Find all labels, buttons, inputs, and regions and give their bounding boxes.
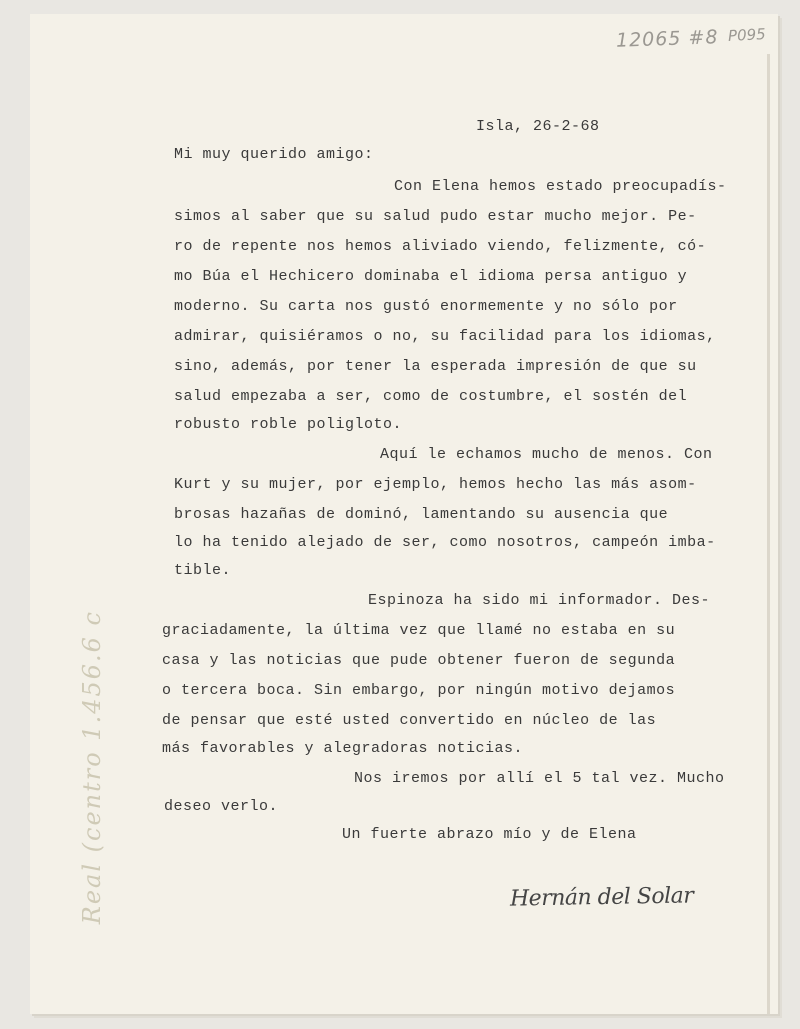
paragraph-3-line: graciadamente, la última vez que llamé no estaba en su [162, 622, 676, 639]
archive-code: P095 [727, 25, 767, 45]
paragraph-3-line: o tercera boca. Sin embargo, por ningún motivo dejamos [162, 682, 676, 699]
paragraph-1-line: simos al saber que su salud pudo estar mucho mejor. Pe- [174, 208, 697, 225]
paragraph-1-line: salud empezaba a ser, como de costumbre, el sostén del [174, 388, 688, 405]
paragraph-2-line: lo ha tenido alejado de ser, como nosotros, campeón imba- [174, 534, 716, 551]
paragraph-2-line: Aquí le echamos mucho de menos. Con [380, 446, 713, 463]
margin-note: Real (centro 1.456.6 c [78, 610, 106, 925]
paragraph-2-line: brosas hazañas de dominó, lamentando su ausencia que [174, 506, 669, 523]
paragraph-1-line: sino, además, por tener la esperada impresión de que su [174, 358, 697, 375]
paragraph-1-line: admirar, quisiéramos o no, su facilidad para los idiomas, [174, 328, 716, 345]
signature: Hernán del Solar [509, 883, 694, 912]
paragraph-2-line: tible. [174, 562, 232, 579]
paragraph-1-line: robusto roble poligloto. [174, 416, 403, 433]
paragraph-1-line: Con Elena hemos estado preocupadís- [394, 178, 727, 195]
paragraph-3-line: de pensar que esté usted convertido en núcleo de las [162, 712, 657, 729]
paragraph-4-line: deseo verlo. [164, 798, 279, 815]
letter-date: Isla, 26-2-68 [476, 118, 600, 135]
paragraph-1-line: ro de repente nos hemos aliviado viendo, felizmente, có- [174, 238, 707, 255]
paragraph-3-line: Espinoza ha sido mi informador. Des- [368, 592, 711, 609]
paragraph-1-line: moderno. Su carta nos gustó enormemente y no sólo por [174, 298, 678, 315]
letter-salutation: Mi muy querido amigo: [174, 146, 374, 163]
page-edge [767, 54, 770, 1014]
archive-number: 12065 #8 [615, 26, 719, 52]
paragraph-1-line: mo Búa el Hechicero dominaba el idioma persa antiguo y [174, 268, 688, 285]
paragraph-3-line: más favorables y alegradoras noticias. [162, 740, 524, 757]
paragraph-2-line: Kurt y su mujer, por ejemplo, hemos hecho las más asom- [174, 476, 697, 493]
paragraph-4-line: Nos iremos por allí el 5 tal vez. Mucho [354, 770, 725, 787]
letter-closing: Un fuerte abrazo mío y de Elena [342, 826, 637, 843]
paragraph-3-line: casa y las noticias que pude obtener fueron de segunda [162, 652, 676, 669]
